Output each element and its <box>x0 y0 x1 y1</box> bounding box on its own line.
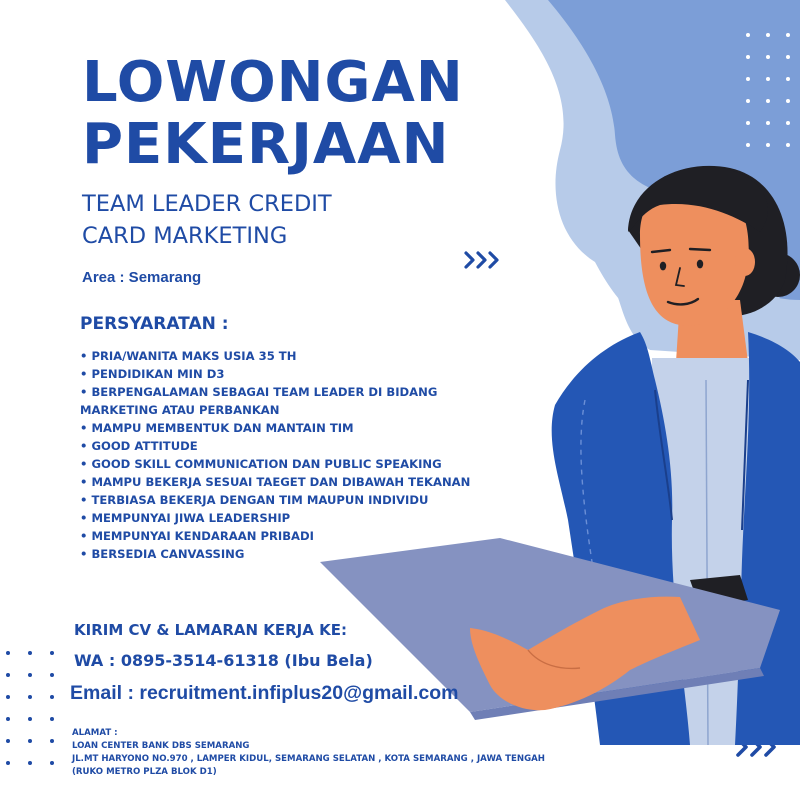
requirement-item: • MAMPU MEMBENTUK DAN MANTAIN TIM <box>80 421 354 435</box>
requirement-item: • GOOD SKILL COMMUNICATION DAN PUBLIC SPEAKING <box>80 457 442 471</box>
requirement-item: • GOOD ATTITUDE <box>80 439 198 453</box>
whatsapp-contact: WA : 0895-3514-61318 (Ibu Bela) <box>74 651 373 670</box>
requirement-item: • MEMPUNYAI KENDARAAN PRIBADI <box>80 529 314 543</box>
address-line-3: (RUKO METRO PLZA BLOK D1) <box>72 767 217 777</box>
requirements-heading: PERSYARATAN : <box>80 314 229 334</box>
address-block <box>72 727 545 779</box>
title-line-2: PEKERJAAN <box>82 112 450 177</box>
address-label: ALAMAT : <box>72 728 118 738</box>
triple-chevron-right-icon <box>466 253 497 267</box>
position-line-1: TEAM LEADER CREDIT <box>82 191 332 217</box>
send-cv-heading: KIRIM CV & LAMARAN KERJA KE: <box>74 621 347 639</box>
email-contact: Email : recruitment.infiplus20@gmail.com <box>70 682 459 704</box>
requirement-item: • MAMPU BEKERJA SESUAI TAEGET DAN DIBAWAH TEKANAN <box>80 475 471 489</box>
requirement-item: • BERPENGALAMAN SEBAGAI TEAM LEADER DI BIDANG MARKETING ATAU PERBANKAN <box>80 385 438 417</box>
address-line-2: JL.MT HARYONO NO.970 , LAMPER KIDUL, SEMARANG SELATAN , KOTA SEMARANG , JAWA TENGAH <box>72 754 545 764</box>
requirement-item: • PRIA/WANITA MAKS USIA 35 TH <box>80 349 297 363</box>
address-line-1: LOAN CENTER BANK DBS SEMARANG <box>72 741 250 751</box>
dot-grid-icon <box>6 651 54 765</box>
requirement-item: • BERSEDIA CANVASSING <box>80 547 245 561</box>
requirements-list <box>80 347 480 563</box>
title-line-1: LOWONGAN <box>82 50 464 115</box>
requirement-item: • MEMPUNYAI JIWA LEADERSHIP <box>80 511 291 525</box>
position-line-2: CARD MARKETING <box>82 223 288 249</box>
requirement-item: • TERBIASA BEKERJA DENGAN TIM MAUPUN INDIVIDU <box>80 493 429 507</box>
area-label: Area : Semarang <box>82 269 202 286</box>
requirement-item: • PENDIDIKAN MIN D3 <box>80 367 225 381</box>
